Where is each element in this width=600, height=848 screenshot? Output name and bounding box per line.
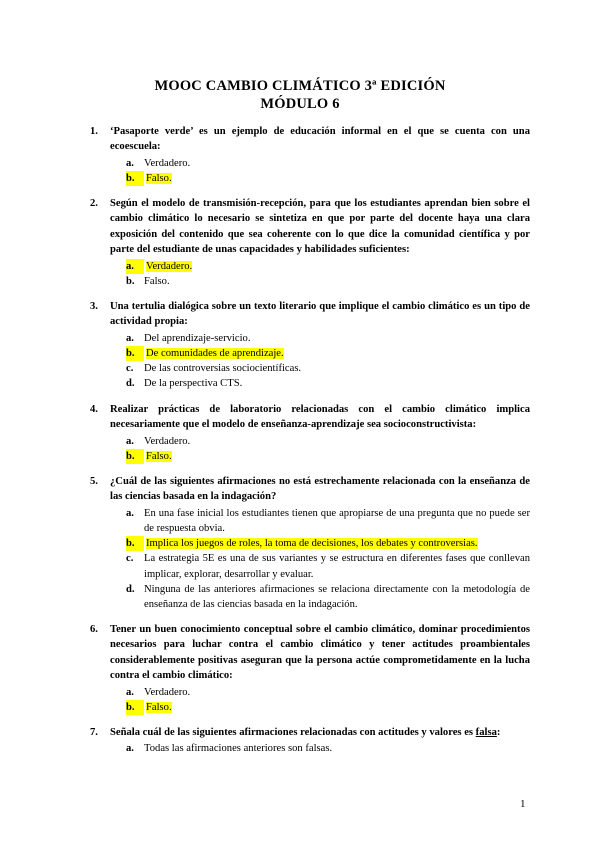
question-5	[90, 474, 530, 612]
option-letter: a.	[126, 686, 134, 698]
question-text-part: Señala cuál de las siguientes afirmaciones relacionadas con actitudes y valores es	[110, 727, 476, 738]
question-text: ‘Pasaporte verde’ es un ejemplo de educación informal en el que se cuenta con una ecoescuela:	[110, 126, 530, 153]
option-b	[126, 536, 530, 551]
option-letter: d.	[126, 378, 135, 390]
question-7	[90, 725, 530, 757]
option-a	[126, 685, 530, 700]
option-letter: a.	[126, 435, 134, 447]
question-text: Realizar prácticas de laboratorio relacionadas con el cambio climático implica necesariamente que el modelo de enseñanza-aprendizaje sea socioconstructivista:	[110, 404, 530, 431]
option-letter: c.	[126, 363, 134, 375]
highlighted-option-text: De comunidades de aprendizaje.	[146, 348, 284, 360]
highlighted-option-letter: a.	[126, 259, 144, 274]
option-a	[126, 156, 530, 171]
document-title: MOOC CAMBIO CLIMÁTICO 3ª EDICIÓN	[154, 78, 446, 94]
option-c	[126, 361, 530, 376]
question-text: Tener un buen conocimiento conceptual sobre el cambio climático, dominar procedimientos necesarios para luchar contra el cambio climático y tener actitudes proambientales considerablemente positivas aseguran que la persona actúe comprometidamente en la lucha contra el cambio climático:	[110, 624, 530, 682]
option-b	[126, 274, 530, 289]
option-b	[126, 700, 530, 715]
option-text: Ninguna de las anteriores afirmaciones se relaciona directamente con la metodología de enseñanza de las ciencias basada en la indagación.	[144, 583, 530, 611]
highlighted-option-letter: b.	[126, 700, 144, 715]
question-3	[90, 299, 530, 392]
option-a	[126, 506, 530, 536]
question-text	[110, 725, 530, 740]
option-text: De la perspectiva CTS.	[144, 378, 243, 390]
question-number: 6.	[90, 624, 98, 635]
option-letter: a.	[126, 507, 134, 519]
option-letter: c.	[126, 553, 134, 565]
option-letter: a.	[126, 157, 134, 169]
option-b	[126, 171, 530, 186]
option-text: Del aprendizaje-servicio.	[144, 332, 251, 344]
option-text: Verdadero.	[144, 686, 191, 698]
document-subtitle: MÓDULO 6	[260, 96, 340, 112]
highlighted-option-letter: b.	[126, 536, 144, 551]
option-text: La estrategia 5E es una de sus variantes y se estructura en diferentes fases que conllevan implicar, explorar, desarrollar y evaluar.	[144, 553, 530, 580]
option-letter: a.	[126, 332, 134, 344]
question-number: 5.	[90, 476, 98, 487]
option-b	[126, 346, 530, 361]
question-1	[90, 124, 530, 186]
page-number: 1	[520, 798, 526, 810]
question-number: 4.	[90, 404, 98, 415]
option-letter: d.	[126, 583, 135, 595]
highlighted-option-text: Falso.	[146, 451, 172, 463]
option-a	[126, 741, 530, 756]
highlighted-option-text: Falso.	[146, 173, 172, 185]
highlighted-option-letter: b.	[126, 171, 144, 186]
highlighted-option-letter: b.	[126, 346, 144, 361]
option-text: Todas las afirmaciones anteriores son falsas.	[144, 743, 333, 755]
question-text-part: :	[496, 727, 501, 738]
question-text: Según el modelo de transmisión-recepción, para que los estudiantes aprendan bien sobre el cambio climático lo necesario se sintetiza en que por parte del docente haya una clara exposición del contenido que sea coherente con lo que dice la comunidad científica y por parte del estudiante de unas capacidades y habilidades suficientes:	[110, 198, 530, 256]
option-d	[126, 582, 530, 612]
option-text: En una fase inicial los estudiantes tienen que apropiarse de una pregunta que no puede ser de respuesta obvia.	[144, 507, 530, 535]
option-d	[126, 376, 530, 391]
question-number: 7.	[90, 727, 98, 738]
option-letter: b.	[126, 275, 135, 287]
question-text: ¿Cuál de las siguientes afirmaciones no está estrechamente relacionada con la enseñanza de las ciencias basada en la indagación?	[110, 476, 530, 503]
question-text: Una tertulia dialógica sobre un texto literario que implique el cambio climático es un tipo de actividad propia:	[110, 301, 530, 328]
question-2	[90, 196, 530, 289]
question-number: 1.	[90, 126, 98, 137]
highlighted-option-text: Verdadero.	[146, 260, 193, 272]
option-a	[126, 331, 530, 346]
option-letter: a.	[126, 743, 134, 755]
option-a	[126, 259, 530, 274]
option-text: De las controversias sociocientíficas.	[144, 363, 302, 375]
question-6	[90, 622, 530, 715]
question-number: 2.	[90, 198, 98, 209]
option-a	[126, 434, 530, 449]
highlighted-option-text: Implica los juegos de roles, la toma de decisiones, los debates y controversias.	[146, 538, 478, 550]
option-c	[126, 551, 530, 581]
underlined-word: falsa	[475, 727, 497, 738]
highlighted-option-text: Falso.	[146, 701, 172, 713]
option-text: Falso.	[144, 275, 170, 287]
highlighted-option-letter: b.	[126, 449, 144, 464]
question-4	[90, 402, 530, 464]
option-text: Verdadero.	[144, 435, 191, 447]
option-text: Verdadero.	[144, 157, 191, 169]
option-b	[126, 449, 530, 464]
question-number: 3.	[90, 301, 98, 312]
